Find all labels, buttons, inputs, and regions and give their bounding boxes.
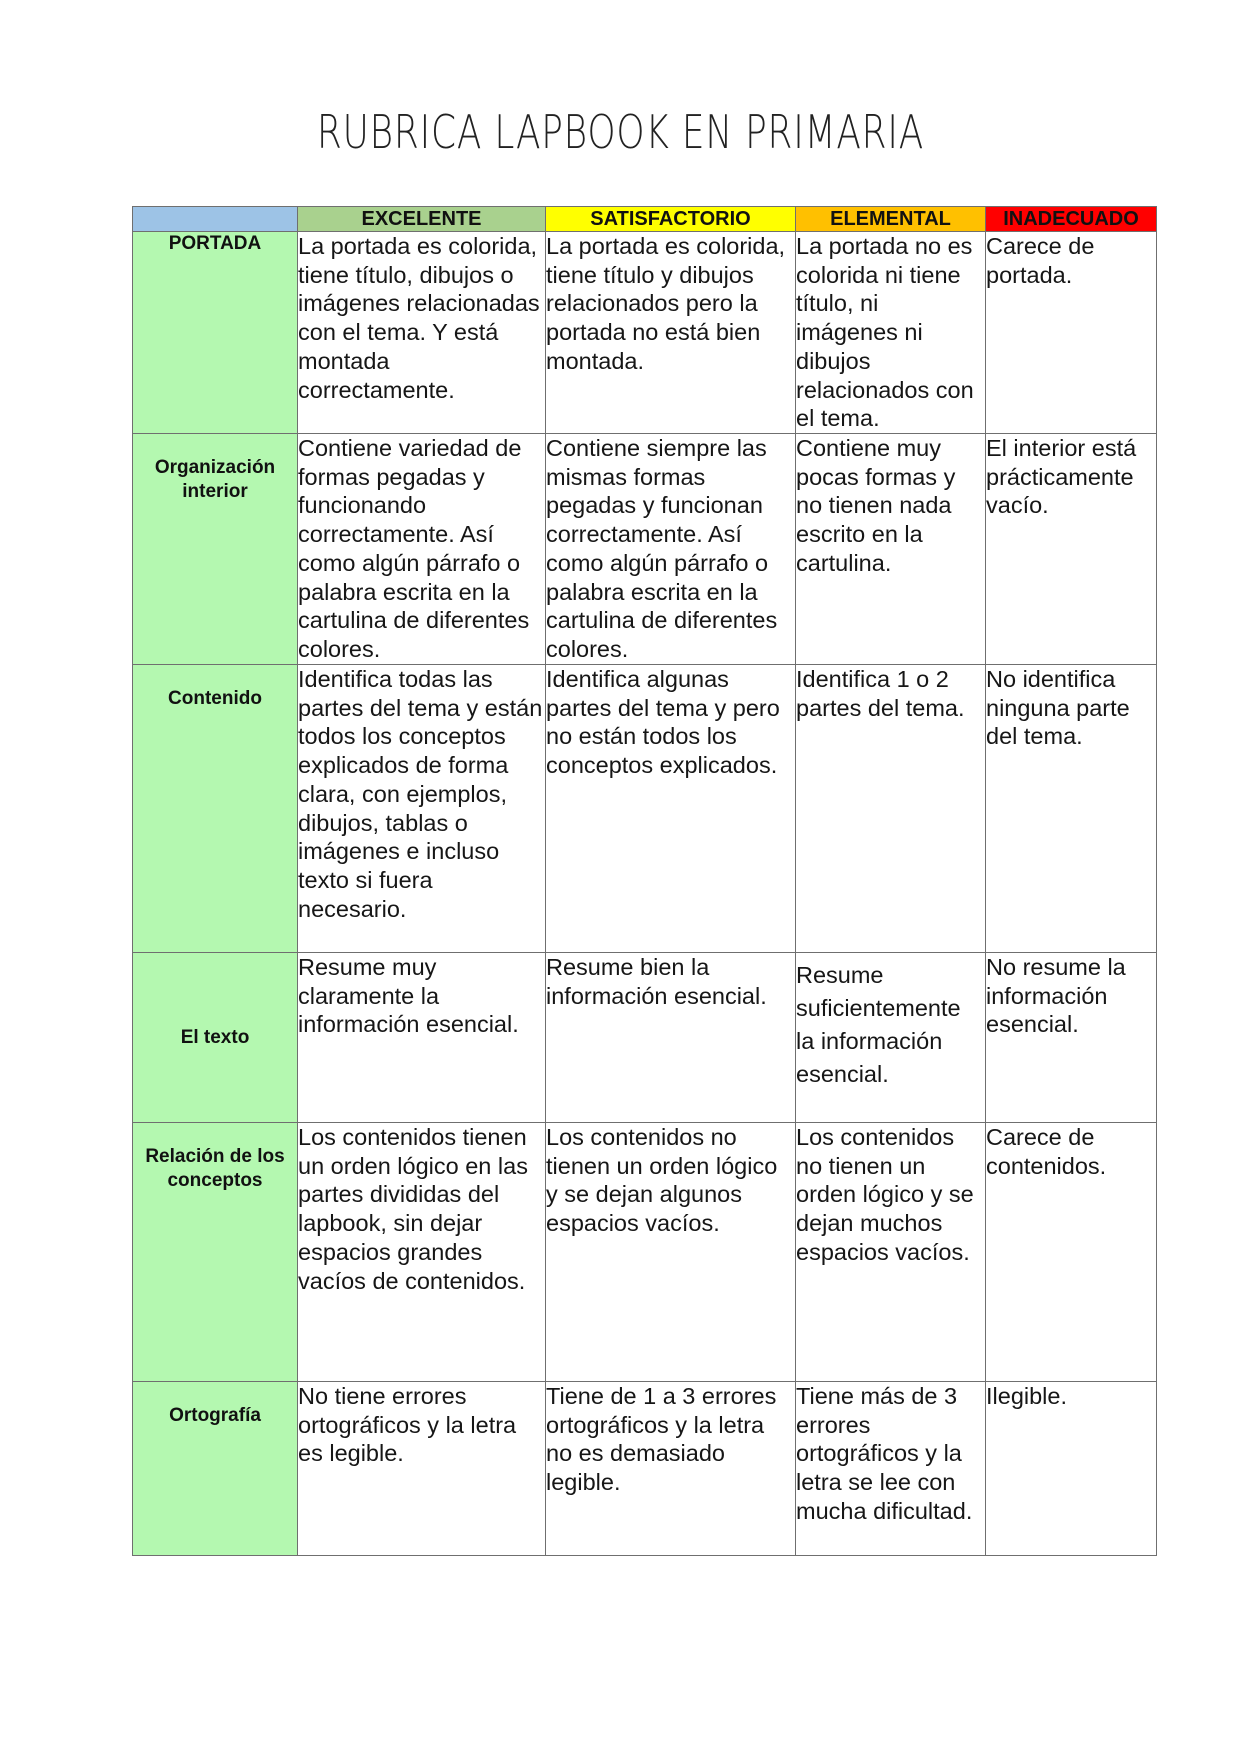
criterion-cell: Ortografía [133,1382,298,1556]
table-row [133,434,1157,665]
satisfactorio-cell: Los contenidos no tienen un orden lógico y se dejan algunos espacios vacíos. [546,1123,796,1382]
satisfactorio-cell: Identifica algunas partes del tema y pero no están todos los conceptos explicados. [546,665,796,953]
excelente-cell: Contiene variedad de formas pegadas y funcionando correctamente. Así como algún párrafo o palabra escrita en la cartulina de diferentes colores. [298,434,546,665]
satisfactorio-cell: Tiene de 1 a 3 errores ortográficos y la letra no es demasiado legible. [546,1382,796,1556]
header-satisfactorio: SATISFACTORIO [546,207,796,232]
criterion-cell: Contenido [133,665,298,953]
elemental-cell: Tiene más de 3 errores ortográficos y la letra se lee con mucha dificultad. [796,1382,986,1556]
table-row [133,1123,1157,1382]
elemental-cell: Contiene muy pocas formas y no tienen nada escrito en la cartulina. [796,434,986,665]
header-inadecuado: INADECUADO [986,207,1157,232]
inadecuado-cell: No resume la información esencial. [986,953,1157,1123]
criterion-cell: PORTADA [133,232,298,434]
elemental-cell: La portada no es colorida ni tiene título, ni imágenes ni dibujos relacionados con el tema. [796,232,986,434]
satisfactorio-cell: La portada es colorida, tiene título y dibujos relacionados pero la portada no está bien montada. [546,232,796,434]
excelente-cell: No tiene errores ortográficos y la letra es legible. [298,1382,546,1556]
inadecuado-cell: Carece de portada. [986,232,1157,434]
inadecuado-cell: No identifica ninguna parte del tema. [986,665,1157,953]
elemental-cell: Identifica 1 o 2 partes del tema. [796,665,986,953]
header-corner-cell [133,207,298,232]
satisfactorio-cell: Resume bien la información esencial. [546,953,796,1123]
table-row [133,1382,1157,1556]
criterion-cell: Organización interior [133,434,298,665]
table-row [133,665,1157,953]
elemental-cell: Resume suficientemente la información esencial. [796,953,986,1123]
excelente-cell: Identifica todas las partes del tema y están todos los conceptos explicados de forma clara, con ejemplos, dibujos, tablas o imágenes e incluso texto si fuera necesario. [298,665,546,953]
rubric-table [132,206,1157,1556]
header-excelente: EXCELENTE [298,207,546,232]
header-elemental: ELEMENTAL [796,207,986,232]
inadecuado-cell: Carece de contenidos. [986,1123,1157,1382]
page-title: RUBRICA LAPBOOK EN PRIMARIA [316,105,925,159]
criterion-cell: El texto [133,953,298,1123]
excelente-cell: Resume muy claramente la información esencial. [298,953,546,1123]
satisfactorio-cell: Contiene siempre las mismas formas pegadas y funcionan correctamente. Así como algún párrafo o palabra escrita en la cartulina de diferentes colores. [546,434,796,665]
table-row [133,953,1157,1123]
excelente-cell: Los contenidos tienen un orden lógico en las partes divididas del lapbook, sin dejar espacios grandes vacíos de contenidos. [298,1123,546,1382]
table-row [133,232,1157,434]
excelente-cell: La portada es colorida, tiene título, dibujos o imágenes relacionadas con el tema. Y está montada correctamente. [298,232,546,434]
criterion-cell: Relación de los conceptos [133,1123,298,1382]
elemental-cell: Los contenidos no tienen un orden lógico y se dejan muchos espacios vacíos. [796,1123,986,1382]
inadecuado-cell: Ilegible. [986,1382,1157,1556]
header-row [133,207,1157,232]
inadecuado-cell: El interior está prácticamente vacío. [986,434,1157,665]
